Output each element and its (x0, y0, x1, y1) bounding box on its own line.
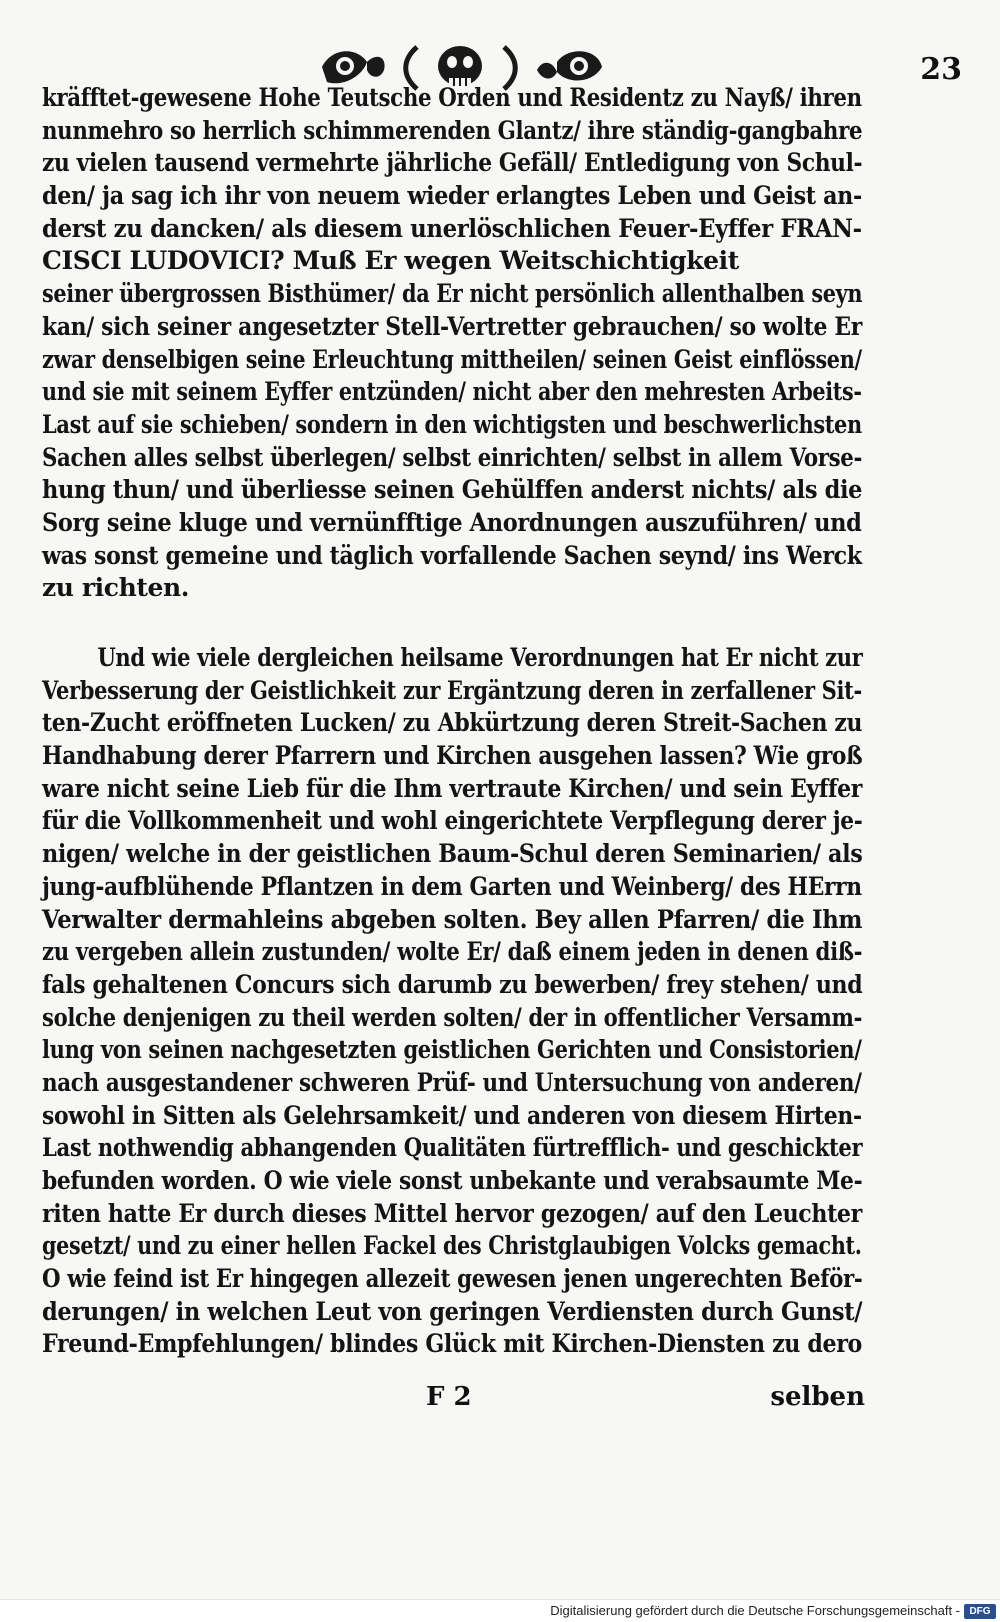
text-line: CISCI LUDOVICI? Muß Er wegen Weitschichtigkeit (42, 246, 739, 276)
text-line: ten-Zucht eröffneten Lucken/ zu Abkürtzung deren Streit-Sachen zu (42, 708, 863, 738)
text-line: was sonst gemeine und täglich vorfallende Sachen seynd/ ins Werck (42, 540, 862, 570)
text-line: Freund-Empfehlungen/ blindes Glück mit Kirchen-Diensten zu dero (42, 1329, 862, 1359)
text-line: Verwalter dermahleins abgeben solten. Bey allen Pfarren/ die Ihm (42, 904, 863, 934)
digitization-footer (0, 1599, 1000, 1622)
text-line: derungen/ in welchen Leut von geringen Verdiensten durch Gunst/ (42, 1296, 863, 1326)
text-line: nigen/ welche in der geistlichen Baum-Schul deren Seminarien/ als (42, 839, 863, 869)
text-line: befunden worden. O wie viele sonst unbekante und verabsaumte Me- (42, 1166, 863, 1195)
footer-credit: Digitalisierung gefördert durch die Deutsche Forschungsgemeinschaft - (550, 1603, 960, 1618)
text-line: Verbesserung der Geistlichkeit zur Ergäntzung deren in zerfallener Sit- (42, 675, 862, 705)
text-line: gesetzt/ und zu einer hellen Fackel des Christglaubigen Volcks gemacht. (42, 1231, 862, 1261)
paragraph-gap (42, 605, 862, 642)
text-line: den/ ja sag ich ihr von neuem wieder erlangtes Leben und Geist an- (42, 181, 862, 211)
page-number: 23 (920, 52, 962, 87)
text-line: lung von seinen nachgesetzten geistlichen Gerichten und Consistorien/ (42, 1035, 862, 1065)
body-text (42, 82, 862, 1361)
signature-mark: F 2 (426, 1382, 472, 1412)
text-line: zu vergeben allein zustunden/ wolte Er/ daß einem jeden in denen diß- (42, 937, 863, 967)
text-line: Handhabung derer Pfarrern und Kirchen ausgehen lassen? Wie groß (42, 741, 863, 771)
text-line: ware nicht seine Lieb für die Ihm vertraute Kirchen/ und sein Eyffer (42, 773, 863, 803)
text-line: zwar denselbigen seine Erleuchtung mittheilen/ seinen Geist einflössen/ (42, 344, 862, 374)
catchword: selben (770, 1382, 865, 1412)
text-line: zu richten. (42, 573, 190, 603)
text-line: hung thun/ und überliesse seinen Gehülffen anderst nichts/ als die (42, 475, 863, 505)
text-line: und sie mit seinem Eyffer entzünden/ nicht aber den mehresten Arbeits- (42, 377, 862, 407)
text-line: Und wie viele dergleichen heilsame Verordnungen hat Er nicht zur (97, 643, 863, 672)
text-line: sowohl in Sitten als Gelehrsamkeit/ und anderen von diesem Hirten- (42, 1100, 862, 1130)
text-line: Sorg seine kluge und vernünfftige Anordnungen auszuführen/ und (42, 507, 862, 537)
text-line: fals gehaltenen Concurs sich darumb zu bewerben/ frey stehen/ und (42, 969, 863, 999)
text-line: riten hatte Er durch dieses Mittel hervor gezogen/ auf den Leuchter (42, 1198, 862, 1228)
text-line: Last auf sie schieben/ sondern in den wichtigsten und beschwerlichsten (42, 409, 862, 439)
text-line: derst zu dancken/ als diesem unerlöschlichen Feuer-Eyffer FRAN- (42, 213, 862, 243)
text-line: für die Vollkommenheit und wohl eingerichtete Verpflegung derer je- (42, 806, 863, 836)
text-line: jung-aufblühende Pflantzen in dem Garten und Weinberg/ des HErrn (42, 871, 862, 901)
text-line: solche denjenigen zu theil werden solten/ der in offentlicher Versamm- (42, 1002, 863, 1032)
dfg-logo-icon: DFG (964, 1604, 996, 1619)
text-line: nach ausgestandener schweren Prüf- und Untersuchung von anderen/ (42, 1067, 862, 1097)
text-line: kräfftet-gewesene Hohe Teutsche Orden und Residentz zu Nayß/ ihren (42, 83, 862, 112)
text-line: O wie feind ist Er hingegen allezeit gewesen jenen ungerechten Beför- (42, 1264, 863, 1294)
text-line: kan/ sich seiner angesetzter Stell-Vertretter gebrauchen/ so wolte Er (42, 311, 862, 341)
text-line: Sachen alles selbst überlegen/ selbst einrichten/ selbst in allem Vorse- (42, 442, 862, 472)
text-line: Last nothwendig abhangenden Qualitäten fürtrefflich- und geschickter (42, 1133, 863, 1163)
text-line: nunmehro so herrlich schimmerenden Glantz/ ihre ständig-gangbahre (42, 115, 863, 145)
text-line: zu vielen tausend vermehrte jährliche Gefäll/ Entledigung von Schul- (42, 148, 863, 178)
text-line: seiner übergrossen Bisthümer/ da Er nicht persönlich allenthalben seyn (42, 279, 863, 309)
